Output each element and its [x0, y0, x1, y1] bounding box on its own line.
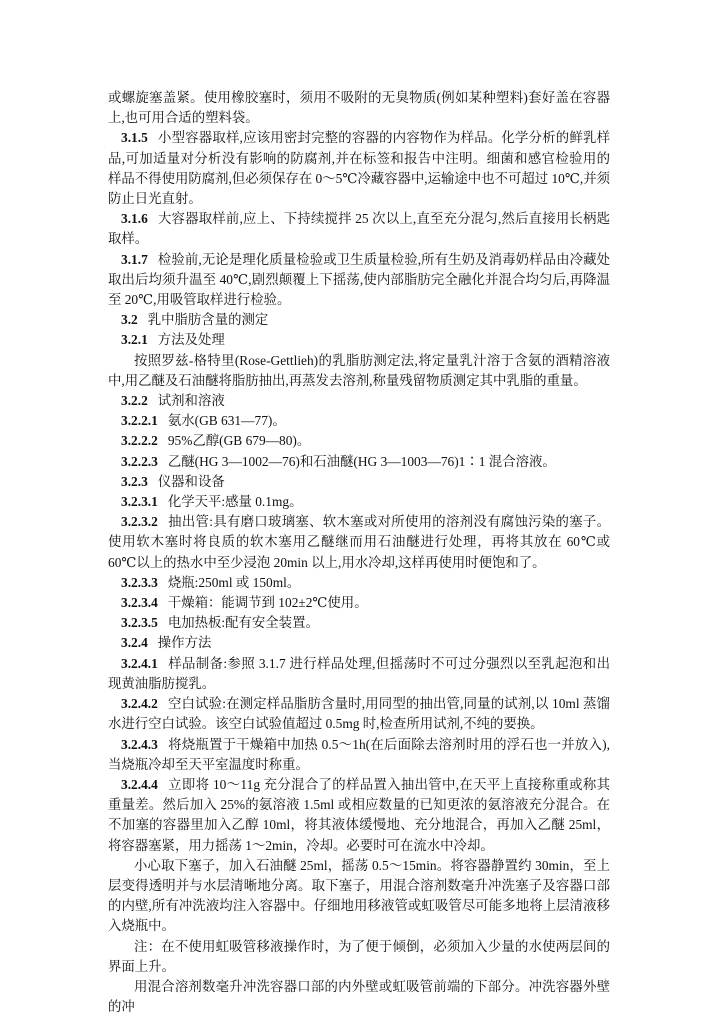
- paragraph-text: 氨水(GB 631—77)。: [167, 413, 286, 429]
- paragraph-3-2-2-1: [108, 411, 610, 431]
- paragraph-text: 空白试验:在测定样品脂肪含量时,用同型的抽出管,同量的试剂,以 10ml 蒸馏水进行空白试验。该空白试验值超过 0.5mg 时,检查所用试剂,不纯的要换。: [108, 696, 610, 732]
- paragraph-3-2-2-3: [108, 452, 610, 472]
- section-number: 3.1.6: [121, 211, 148, 227]
- paragraph-3-2-4-2: [108, 694, 610, 734]
- paragraph-text: 样品制备:参照 3.1.7 进行样品处理,但摇荡时不可过分强烈以至乳起泡和出现黄油脂肪搅乳。: [108, 655, 610, 691]
- paragraph-3-2-2-2: [108, 431, 610, 451]
- paragraph-text: 将烧瓶置于干燥箱中加热 0.5～1h(在后面除去溶剂时用的浮石也一并放入),当烧瓶冷却至天平室温度时称重。: [108, 736, 610, 772]
- paragraph-method-description: [108, 351, 610, 391]
- section-number: 3.2.2: [121, 393, 148, 409]
- section-heading: 试剂和溶液: [157, 393, 225, 409]
- paragraph-text: 小心取下塞子，加入石油醚 25ml，摇荡 0.5～15min。将容器静置约 30min，至上层变得透明并与水层清晰地分离。取下塞子，用混合溶剂数毫升冲洗塞子及容器口部的内壁,所有冲洗液均注入容器中。仔细地用移液管或虹吸管尽可能多地将上层清液移入烧瓶中。: [108, 857, 610, 934]
- section-number: 3.2.2.3: [121, 453, 158, 469]
- paragraph-continuation: [108, 88, 610, 128]
- paragraph-3-2-4-1: [108, 654, 610, 694]
- section-heading: 仪器和设备: [157, 473, 225, 489]
- heading-3-2-3: [108, 472, 610, 492]
- paragraph-extraction-steps: [108, 856, 610, 937]
- paragraph-3-2-4-3: [108, 735, 610, 775]
- section-number: 3.2.3.2: [121, 514, 158, 530]
- section-number: 3.2.3: [121, 473, 148, 489]
- paragraph-3-2-3-5: [108, 613, 610, 633]
- paragraph-text: 95%乙醇(GB 679—80)。: [167, 433, 311, 449]
- paragraph-text: 大容器取样前,应上、下持续搅拌 25 次以上,直至充分混匀,然后直接用长柄匙取样。: [108, 211, 610, 247]
- heading-3-2-2: [108, 391, 610, 411]
- paragraph-text: 用混合溶剂数毫升冲洗容器口部的内外壁或虹吸管前端的下部分。冲洗容器外壁的冲: [108, 978, 610, 1015]
- section-number: 3.2.3.5: [121, 615, 158, 631]
- section-number: 3.2.1: [121, 332, 148, 348]
- paragraph-text: 或螺旋塞盖紧。使用橡胶塞时，须用不吸附的无臭物质(例如某种塑料)套好盖在容器上,也可用合适的塑料袋。: [108, 90, 610, 126]
- section-number: 3.2.2.2: [121, 433, 158, 449]
- section-number: 3.2.4.1: [121, 655, 158, 671]
- paragraph-text: 电加热板:配有安全装置。: [167, 615, 319, 631]
- section-number: 3.2.2.1: [121, 413, 158, 429]
- section-number: 3.2.4: [121, 635, 148, 651]
- section-number: 3.2.4.3: [121, 736, 158, 752]
- document-body: [108, 88, 610, 1017]
- paragraph-text: 按照罗兹-格特里(Rose-Gettlieh)的乳脂肪测定法,将定量乳汁溶于含氨的酒精溶液中,用乙醚及石油醚将脂肪抽出,再蒸发去溶剂,称量残留物质测定其中乳脂的重量。: [108, 352, 610, 388]
- paragraph-3-2-3-2: [108, 512, 610, 573]
- section-number: 3.2.4.2: [121, 696, 158, 712]
- paragraph-text: 烧瓶:250ml 或 150ml。: [167, 574, 301, 590]
- paragraph-text: 检验前,无论是理化质量检验或卫生质量检验,所有生奶及消毒奶样品由冷藏处取出后均须升温至 40℃,剧烈颠覆上下摇荡,使内部脂肪完全融化并混合均匀后,再降温至 20℃,用吸管取样进行检验。: [108, 251, 610, 308]
- paragraph-text: 化学天平:感量 0.1mg。: [167, 494, 303, 510]
- paragraph-3-2-3-3: [108, 573, 610, 593]
- paragraph-3-2-3-1: [108, 492, 610, 512]
- paragraph-note: [108, 937, 610, 977]
- heading-3-2-4: [108, 633, 610, 653]
- paragraph-3-2-4-4: [108, 775, 610, 856]
- paragraph-text: 立即将 10～11g 充分混合了的样品置入抽出管中,在天平上直接称重或称其重量差。然后加入 25%的氨溶液 1.5ml 或相应数量的已知更浓的氨溶液充分混合。在不加塞的容器里加入乙醇 10ml，将其液体缓慢地、充分地混合，再加入乙醚 25ml，将容器塞紧，用力摇荡 1～2min，冷却。必要时可在流水中冷却。: [108, 776, 610, 853]
- paragraph-text: 注：在不使用虹吸管移液操作时，为了便于倾倒，必须加入少量的水使两层间的界面上升。: [108, 938, 610, 974]
- paragraph-3-1-6: [108, 209, 610, 249]
- section-number: 3.2.3.3: [121, 574, 158, 590]
- paragraph-3-1-7: [108, 250, 610, 311]
- section-number: 3.2.4.4: [121, 776, 158, 792]
- paragraph-rinse-steps: [108, 977, 610, 1017]
- heading-3-2: [108, 310, 610, 330]
- section-number: 3.1.7: [121, 251, 148, 267]
- section-heading: 方法及处理: [157, 332, 225, 348]
- section-heading: 乳中脂肪含量的测定: [147, 312, 269, 328]
- paragraph-text: 小型容器取样,应该用密封完整的容器的内容物作为样品。化学分析的鲜乳样品,可加适量对分析没有影响的防腐剂,并在标签和报告中注明。细菌和感官检验用的样品不得使用防腐剂,但必须保存在 0～5℃冷藏容器中,运输途中也不可超过 10℃,并须防止日光直射。: [108, 130, 610, 207]
- paragraph-text: 干燥箱：能调节到 102±2℃使用。: [167, 595, 368, 611]
- heading-3-2-1: [108, 330, 610, 350]
- section-number: 3.2: [121, 312, 138, 328]
- section-number: 3.2.3.1: [121, 494, 158, 510]
- section-number: 3.2.3.4: [121, 595, 158, 611]
- paragraph-3-1-5: [108, 128, 610, 209]
- paragraph-3-2-3-4: [108, 593, 610, 613]
- section-number: 3.1.5: [121, 130, 148, 146]
- paragraph-text: 乙醚(HG 3—1002—76)和石油醚(HG 3—1003—76)1∶1 混合溶液。: [167, 453, 556, 469]
- paragraph-text: 抽出管:具有磨口玻璃塞、软木塞或对所使用的溶剂没有腐蚀污染的塞子。使用软木塞时将良质的软木塞用乙醚继而用石油醚进行处理，再将其放在 60℃或 60℃以上的热水中至少浸泡 20min 以上,用水冷却,这样再使用时便饱和了。: [108, 514, 610, 570]
- section-heading: 操作方法: [157, 635, 212, 651]
